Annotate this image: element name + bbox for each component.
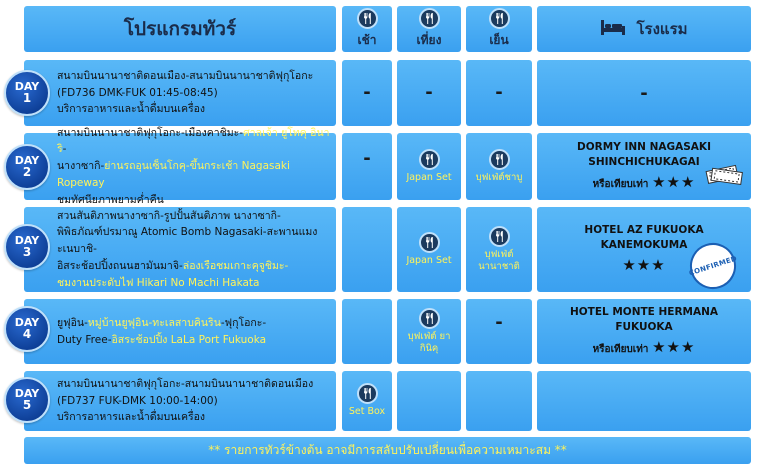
- header-dinner-label: เย็น: [489, 33, 509, 47]
- day-3-dinner: [466, 207, 532, 292]
- program-line: สวนสันติภาพนางาซากิ-รูปปั้นสันติภาพ นางาซากิ-: [57, 209, 281, 222]
- hotel-equivalent: หรือเทียบเท่า: [592, 179, 649, 190]
- meal-value: บุฟเฟ่ต์ชาบู: [475, 171, 523, 183]
- program-line: อิสระช้อปปิ้งถนนฮามันมาจิ-ล่องเรือชมเกาะคุจูชิมะ-: [57, 259, 289, 272]
- day-2-program: [24, 126, 336, 206]
- plate-cutlery-icon: [419, 8, 440, 29]
- day-3-breakfast: [342, 207, 392, 292]
- confirmed-stamp-label: CONFIRMED: [688, 254, 739, 278]
- meal-value: -: [363, 82, 371, 104]
- day-2-dinner: [466, 133, 532, 200]
- meal-value: -: [495, 312, 503, 333]
- day-3-program: [24, 207, 336, 292]
- day-label: DAY: [14, 315, 40, 329]
- day-5-hotel: [537, 371, 751, 431]
- day-4-lunch: [397, 299, 461, 364]
- program-line: สนามบินนานาชาติดอนเมือง-สนามบินนานาชาติฟุกุโอกะ: [57, 69, 314, 82]
- header-lunch: [397, 6, 461, 52]
- hotel-name: HOTEL AZ FUKUOKA KANEMOKUMA: [584, 223, 704, 252]
- program-line: ยูฟุอิน-หมู่บ้านยูฟุอิน-ทะเลสาบคินริน-ฟุกุโอกะ-: [57, 316, 267, 329]
- tickets-icon: [704, 162, 744, 186]
- day-number: 1: [22, 91, 32, 106]
- meal-value: -: [495, 82, 503, 104]
- meal-value: -: [363, 148, 371, 169]
- program-line: (FD737 FUK-DMK 10:00-14:00): [57, 394, 218, 407]
- day-label: DAY: [14, 153, 40, 167]
- day-4-breakfast: [342, 299, 392, 364]
- day-label: DAY: [14, 233, 40, 247]
- hotel-rating: [593, 171, 696, 194]
- footer-note-text: ** รายการทัวร์ข้างต้น อาจมีการสลับปรับเปลี่ยนเพื่อความเหมาะสม **: [208, 443, 567, 457]
- day-5-dinner: [466, 371, 532, 431]
- day-3-lunch: [397, 207, 461, 292]
- day-4-program: [24, 299, 336, 364]
- day-1-dinner: [466, 60, 532, 126]
- day-number: 5: [22, 398, 32, 413]
- header-program-label: โปรแกรมทัวร์: [123, 18, 237, 40]
- meal-value: บุฟเฟ่ต์ ยากินิคุ: [407, 330, 451, 354]
- meal-value: Japan Set: [406, 254, 452, 266]
- program-line: Duty Free-อิสระช้อปปิ้ง LaLa Port Fukuoka: [57, 333, 267, 346]
- day-5-breakfast: [342, 371, 392, 431]
- program-line: สนามบินนานาชาติฟุกุโอกะ-เมืองคาชิมะ-ศาลเจ้า ยูโทคุ อินาริ-: [57, 126, 330, 156]
- day-4-dinner: [466, 299, 532, 364]
- hotel-name: DORMY INN NAGASAKI SHINCHICHUKAGAI: [577, 140, 711, 169]
- star-rating: ★★★: [622, 256, 666, 274]
- bed-icon: [600, 18, 626, 40]
- header-breakfast-label: เช้า: [357, 33, 377, 47]
- star-rating: ★★★: [652, 338, 696, 356]
- header-lunch-label: เที่ยง: [416, 33, 442, 47]
- program-line: ชมทัศนียภาพยามค่ำคืน: [57, 193, 164, 206]
- day-4-badge: [4, 306, 50, 352]
- day-2-breakfast: [342, 133, 392, 200]
- program-line: นางาซากิ-ย่านรถอุนเซ็นโกคุ-ขึ้นกระเช้า Nagasaki Ropeway: [57, 160, 290, 189]
- hotel-rating: [593, 336, 696, 359]
- footer-note: [24, 437, 751, 464]
- day-2-lunch: [397, 133, 461, 200]
- plate-cutlery-icon: [489, 8, 510, 29]
- meal-value: Set Box: [348, 406, 386, 418]
- meal-value: Japan Set: [406, 171, 452, 183]
- header-dinner: [466, 6, 532, 52]
- day-1-lunch: [397, 60, 461, 126]
- day-label: DAY: [14, 79, 40, 93]
- plate-cutlery-icon: [489, 149, 510, 170]
- plate-cutlery-icon: [419, 149, 440, 170]
- hotel-name: -: [640, 82, 648, 104]
- program-line: ชมงานประดับไฟ Hikari No Machi Hakata: [57, 276, 260, 289]
- day-number: 3: [22, 245, 32, 260]
- plate-cutlery-icon: [357, 383, 378, 404]
- day-label: DAY: [14, 386, 40, 400]
- program-line: (FD736 DMK-FUK 01:45-08:45): [57, 86, 218, 99]
- meal-value: บุฟเฟ่ต์ นานาชาติ: [478, 248, 520, 272]
- program-line: บริการอาหารและน้ำดื่มบนเครื่อง: [57, 411, 206, 424]
- star-rating: ★★★: [652, 173, 696, 191]
- header-hotel-label: โรงแรม: [636, 20, 688, 38]
- day-2-badge: [4, 144, 50, 190]
- header-breakfast: [342, 6, 392, 52]
- day-number: 2: [22, 165, 32, 180]
- day-5-lunch: [397, 371, 461, 431]
- day-4-hotel: [537, 299, 751, 364]
- day-1-hotel: [537, 60, 751, 126]
- day-5-badge: [4, 377, 50, 423]
- plate-cutlery-icon: [419, 232, 440, 253]
- day-1-badge: [4, 70, 50, 116]
- program-line: บริการอาหารและน้ำดื่มบนเครื่อง: [57, 103, 206, 116]
- header-program: [24, 6, 336, 52]
- day-number: 4: [22, 327, 32, 342]
- plate-cutlery-icon: [357, 8, 378, 29]
- plate-cutlery-icon: [419, 308, 440, 329]
- program-line: พิพิธภัณฑ์ปรมาณู Atomic Bomb Nagasaki-สะพานแมงะเนบาชิ-: [57, 226, 318, 256]
- header-hotel: [537, 6, 751, 52]
- meal-value: -: [425, 82, 433, 104]
- day-1-program: [24, 60, 336, 126]
- day-3-badge: [4, 224, 50, 270]
- day-5-program: [24, 371, 336, 431]
- program-line: สนามบินนานาชาติฟุกุโอกะ-สนามบินนานาชาติดอนเมือง: [57, 377, 314, 390]
- day-1-breakfast: [342, 60, 392, 126]
- plate-cutlery-icon: [489, 226, 510, 247]
- hotel-equivalent: หรือเทียบเท่า: [592, 344, 649, 355]
- hotel-name: HOTEL MONTE HERMANA FUKUOKA: [569, 305, 719, 334]
